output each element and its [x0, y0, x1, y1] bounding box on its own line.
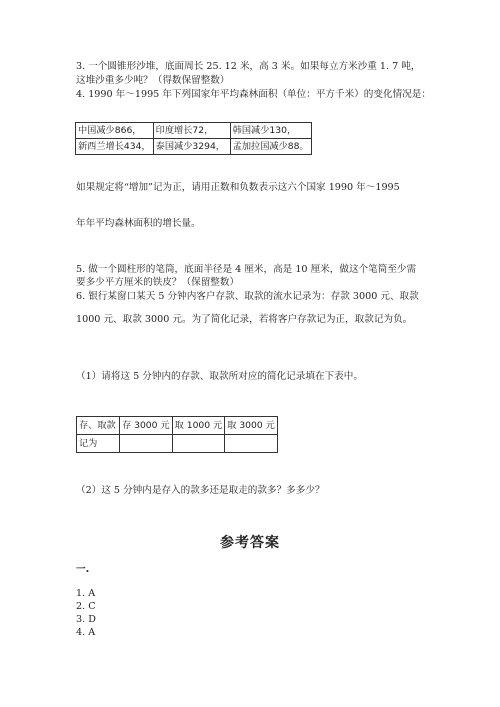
table-cell: 泰国减少3294，: [153, 139, 230, 155]
q4-line-3: 年年平均森林面积的增长量。: [76, 218, 201, 229]
answers-title: 参考答案: [220, 535, 280, 551]
table-row: [77, 435, 278, 453]
table-cell: 取 1000 元: [172, 417, 225, 435]
table-cell: 印度增长72，: [153, 123, 230, 139]
q6-subquestion-1: （1）请将这 5 分钟内的存款、取款所对应的简化记录填在下表中。: [76, 371, 363, 382]
answer-item: 1. A: [76, 588, 96, 599]
table-row: [77, 417, 278, 435]
table-cell: 孟加拉国减少88。: [230, 139, 311, 155]
table-cell: 新西兰增长434，: [76, 139, 154, 155]
q5-line-1: 5. 做一个圆柱形的笔筒，底面半径是 4 厘米，高是 10 厘米，做这个笔筒至少需: [76, 264, 417, 275]
answer-item: 3. D: [76, 614, 96, 625]
q5-line-2: 要多少平方厘米的铁皮？（保留整数）: [76, 277, 240, 288]
bank-record-table: [76, 416, 278, 453]
table-cell: 韩国减少130，: [230, 123, 311, 139]
table-cell: 存、取款: [77, 417, 120, 435]
table-cell: 记为: [77, 435, 120, 453]
q6-line-2: 1000 元、取款 3000 元。为了简化记录，若将客户存款记为正，取款记为负。: [76, 314, 413, 325]
forest-area-table: [75, 122, 312, 155]
answer-cell[interactable]: [172, 435, 225, 453]
answer-cell[interactable]: [225, 435, 278, 453]
table-row: [76, 139, 312, 155]
q6-subquestion-2: （2）这 5 分钟内是存入的款多还是取走的款多？多多少？: [76, 485, 325, 496]
answer-cell[interactable]: [120, 435, 173, 453]
answers-section-label: 一.: [76, 564, 90, 575]
table-cell: 取 3000 元: [225, 417, 278, 435]
answer-item: 4. A: [76, 627, 96, 638]
table-row: [76, 123, 312, 139]
q4-line-2: 如果规定将“增加”记为正，请用正数和负数表示这六个国家 1990 年～1995: [76, 182, 400, 193]
table-cell: 存 3000 元: [120, 417, 173, 435]
answer-item: 2. C: [76, 601, 96, 612]
q6-line-1: 6. 银行某窗口某天 5 分钟内客户存款、取款的流水记录为：存款 3000 元、取款: [76, 291, 419, 302]
q4-line-1: 4. 1990 年～1995 年下列国家年平均森林面积（单位：平方千米）的变化情况是：: [76, 89, 431, 100]
q3-line-2: 这堆沙重多少吨？（得数保留整数）: [76, 75, 230, 86]
q3-line-1: 3. 一个圆锥形沙堆，底面周长 25. 12 米，高 3 米。如果每立方米沙重 1. 7 吨，: [76, 61, 421, 72]
table-cell: 中国减少866，: [76, 123, 154, 139]
